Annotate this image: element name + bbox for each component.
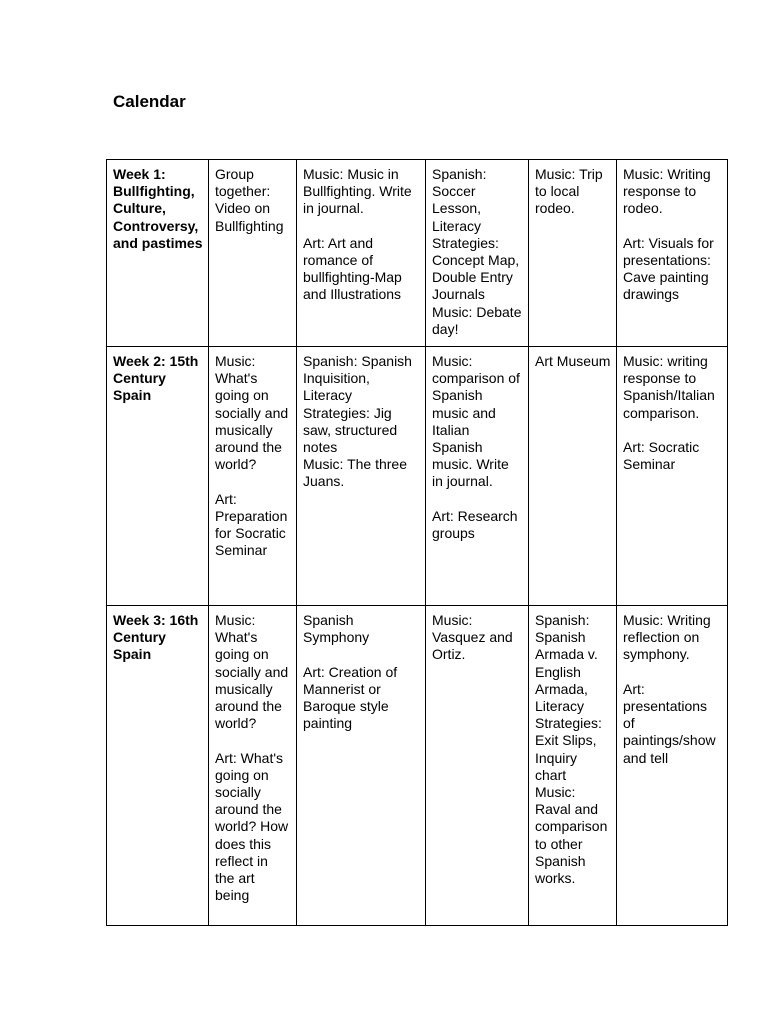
table-cell: Spanish Symphony Art: Creation of Mannerist or Baroque style painting (297, 606, 426, 926)
table-cell: Spanish: Soccer Lesson, Literacy Strategies: Concept Map, Double Entry Journals Music: Debate day! (426, 160, 529, 347)
calendar-table (106, 159, 728, 926)
table-cell: Spanish: Spanish Inquisition, Literacy Strategies: Jig saw, structured notes Music: The three Juans. (297, 347, 426, 606)
table-cell: Music: Vasquez and Ortiz. (426, 606, 529, 926)
table-cell: Music: What's going on socially and musically around the world? Art: Preparation for Socratic Seminar (209, 347, 297, 606)
week-label: Week 3: 16th Century Spain (107, 606, 209, 926)
table-row (107, 347, 728, 606)
table-cell: Music: comparison of Spanish music and Italian Spanish music. Write in journal. Art: Research groups (426, 347, 529, 606)
table-cell: Music: writing response to Spanish/Italian comparison. Art: Socratic Seminar (617, 347, 728, 606)
table-cell: Group together: Video on Bullfighting (209, 160, 297, 347)
table-cell: Music: Writing response to rodeo. Art: Visuals for presentations: Cave painting drawings (617, 160, 728, 347)
table-cell: Spanish: Spanish Armada v. English Armada, Literacy Strategies: Exit Slips, Inquiry chart Music: Raval and comparison to other Spanish works. (529, 606, 617, 926)
table-cell: Music: What's going on socially and musically around the world? Art: What's going on socially around the world? How does this reflect in the art being (209, 606, 297, 926)
week-label: Week 2: 15th Century Spain (107, 347, 209, 606)
table-row (107, 160, 728, 347)
table-cell: Art Museum (529, 347, 617, 606)
week-label: Week 1: Bullfighting, Culture, Controversy, and pastimes (107, 160, 209, 347)
table-cell: Music: Writing reflection on symphony. Art: presentations of paintings/show and tell (617, 606, 728, 926)
table-cell: Music: Trip to local rodeo. (529, 160, 617, 347)
table-row (107, 606, 728, 926)
table-cell: Music: Music in Bullfighting. Write in journal. Art: Art and romance of bullfighting-Map and Illustrations (297, 160, 426, 347)
page-title: Calendar (113, 92, 186, 111)
